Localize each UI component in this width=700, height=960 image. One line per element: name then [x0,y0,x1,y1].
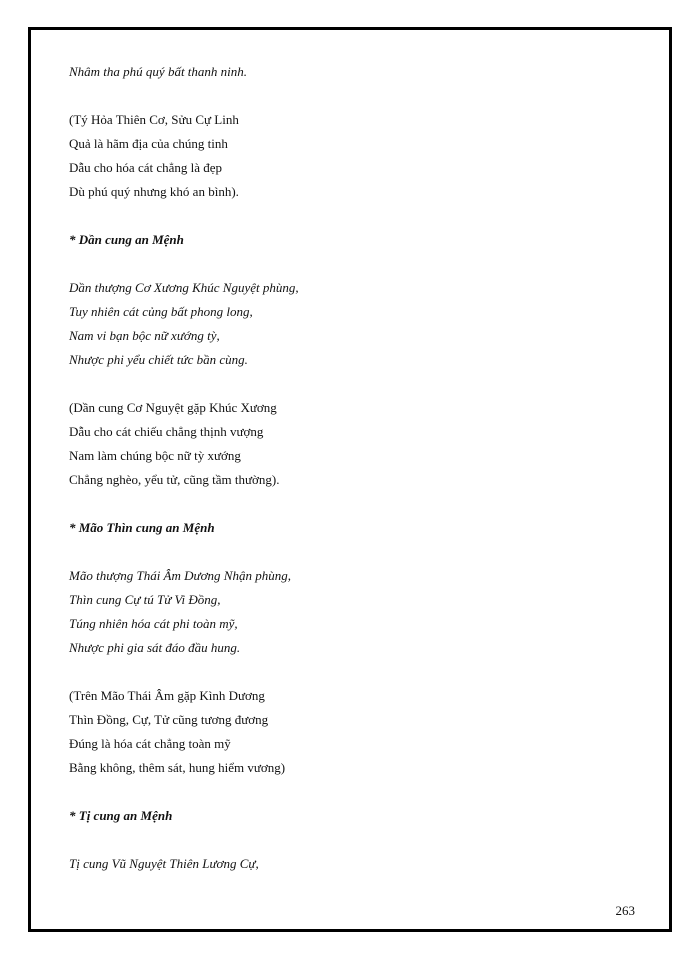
verse-block [69,60,629,84]
verse-line: Tuy nhiên cát củng bất phong long, [69,304,253,319]
page-number: 263 [615,903,635,918]
spacer [69,780,629,804]
translation-block [69,396,629,492]
spacer [69,540,629,564]
spacer [69,492,629,516]
section-heading-mao-thin: * Mão Thìn cung an Mệnh [69,520,215,535]
verse-line: Nhược phi gia sát đáo đầu hung. [69,640,241,655]
verse-line: Nam vi bạn bộc nữ xướng tỳ, [69,328,220,343]
translation-line: Đúng là hóa cát chẳng toàn mỹ [69,736,231,751]
translation-line: Dẫu cho hóa cát chẳng là đẹp [69,160,223,175]
translation-line: (Dần cung Cơ Nguyệt gặp Khúc Xương [69,400,277,415]
translation-line: Thìn Đồng, Cự, Tử cũng tương đương [69,712,269,727]
translation-line: (Trên Mão Thái Âm gặp Kình Dương [69,688,265,703]
page-frame [28,27,672,932]
spacer [69,84,629,108]
verse-block [69,852,629,876]
spacer [69,372,629,396]
translation-line: Bằng không, thêm sát, hung hiểm vương) [69,760,286,775]
spacer [69,252,629,276]
verse-line: Túng nhiên hóa cát phi toàn mỹ, [69,616,238,631]
translation-line: Chẳng nghèo, yểu tử, cũng tầm thường). [69,472,280,487]
verse-block [69,564,629,660]
translation-block [69,684,629,780]
translation-block [69,108,629,204]
translation-line: Dù phú quý nhưng khó an bình). [69,184,239,199]
verse-line: Tị cung Vũ Nguyệt Thiên Lương Cự, [69,856,259,871]
section-heading-dan: * Dần cung an Mệnh [69,232,184,247]
spacer [69,660,629,684]
verse-block [69,276,629,372]
verse-line: Nhâm tha phú quý bất thanh ninh. [69,64,248,79]
translation-line: (Tý Hỏa Thiên Cơ, Sửu Cự Linh [69,112,239,127]
translation-line: Nam làm chúng bộc nữ tỳ xướng [69,448,241,463]
spacer [69,828,629,852]
verse-line: Dần thượng Cơ Xương Khúc Nguyệt phùng, [69,280,299,295]
verse-line: Nhược phi yểu chiết tức bần cùng. [69,352,248,367]
section-heading-ti: * Tị cung an Mệnh [69,808,173,823]
verse-line: Thìn cung Cự tú Tử Vi Đồng, [69,592,221,607]
spacer [69,204,629,228]
verse-line: Mão thượng Thái Âm Dương Nhận phùng, [69,568,291,583]
translation-line: Dẫu cho cát chiếu chẳng thịnh vượng [69,424,264,439]
translation-line: Quả là hãm địa của chúng tinh [69,136,228,151]
page-content [69,60,629,876]
